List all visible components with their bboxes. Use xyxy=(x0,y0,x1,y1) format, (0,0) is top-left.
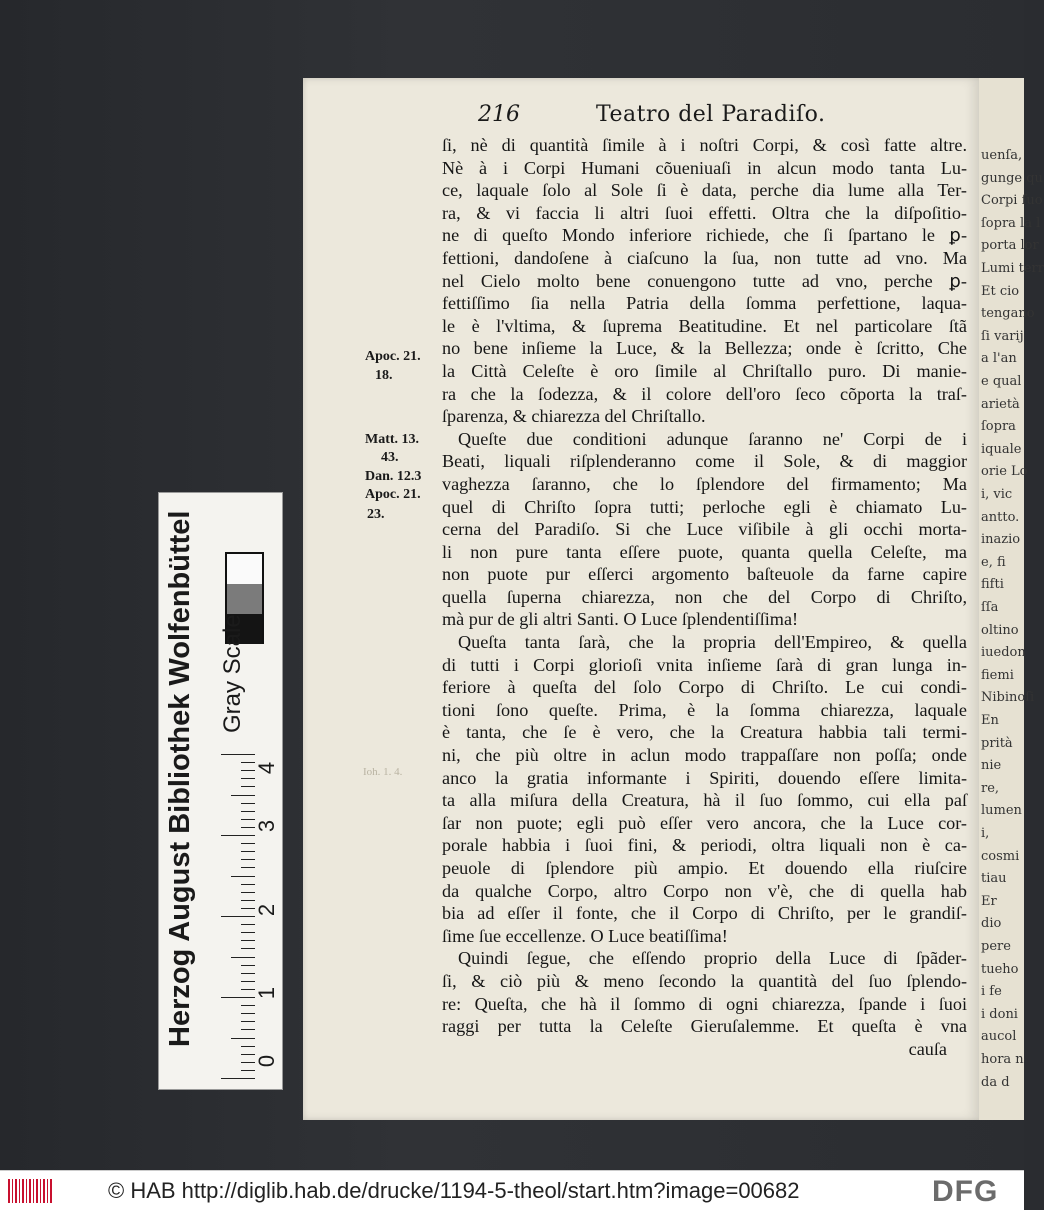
next-page-fragment: fiemi xyxy=(981,667,1014,683)
hab-barcode-icon xyxy=(8,1179,52,1203)
text-line: ſi, nè di quantità ſimile à i noſtri Corpi, & così fatte altre. xyxy=(442,135,967,155)
text-line: no bene inſieme la Luce, & la Bellezza; onde è ſcritto, Che xyxy=(442,338,967,359)
book-page xyxy=(303,78,979,1120)
next-page-fragment: arietà xyxy=(981,396,1020,412)
page-header xyxy=(478,102,948,132)
margin-note: 43. xyxy=(381,450,399,465)
text-line: porale habbia i ſuoi fini, & periodi, oltra liquali non è ca- xyxy=(442,835,967,856)
next-page-fragment: Lumi terr xyxy=(981,261,1044,276)
gray-scale-label-box xyxy=(217,614,247,761)
text-line: re: Queſta, che hà il ſommo di ogni chiarezza, ſpande i ſuoi xyxy=(442,993,967,1014)
text-line: ſar non puote; egli può eſſer vero ancora, che la Luce cor- xyxy=(442,812,967,833)
next-page-fragment: tueho xyxy=(981,961,1019,977)
text-line: fettioni, dandoſene à ciaſcuno la ſua, non tutte ad vno. Ma xyxy=(442,247,967,268)
text-line: tioni ſono queſte. Prima, è la ſomma chiarezza, laquale xyxy=(442,699,967,720)
next-page-fragment: i doni xyxy=(981,1006,1018,1022)
next-page-fragment: pere xyxy=(981,939,1011,954)
text-line: ra, & vi faccia li altri ſuoi effetti. Oltra che la diſpoſitio- xyxy=(442,202,967,223)
next-page-fragment: re, xyxy=(981,780,1000,796)
next-page-fragment: fifti xyxy=(981,577,1004,593)
copyright-url[interactable]: © HAB http://diglib.hab.de/drucke/1194-5-theol/start.htm?image=00682 xyxy=(108,1178,800,1203)
next-page-fragment: ſſa xyxy=(981,600,999,615)
text-line: cerna del Paradiſo. Si che Luce viſibile à gli occhi morta- xyxy=(442,519,967,540)
text-line: mà pur de gli altri Santi. O Luce ſplendentiſſima! xyxy=(442,609,799,630)
ruler-number: 0 xyxy=(254,1054,279,1068)
margin-note: 18. xyxy=(375,368,393,383)
next-page-fragment: Nibinoſi xyxy=(981,690,1035,706)
next-page-fragment: a l'an xyxy=(981,351,1017,367)
footer-bar xyxy=(0,1170,1024,1210)
next-page-fragment: e, fi xyxy=(981,554,1006,570)
next-page-fragment: Corpi ſuo xyxy=(981,193,1043,209)
text-line: quel di Chriſto ſopra tutti; perloche egli è chiamato Lu- xyxy=(442,496,967,517)
text-line: li non pure tanta eſſere puote, quanta quella Celeſte, ma xyxy=(442,541,967,562)
next-page-fragment: prità xyxy=(981,735,1013,751)
text-line: ſi, & ciò più & meno ſecondo la quantità del ſuo ſplendo- xyxy=(442,970,967,991)
text-line: peuole di ſplendore più ampio. Et douendo ella riuſcire xyxy=(442,858,967,878)
margin-note: 23. xyxy=(367,507,385,522)
next-page-fragment: gunge qu xyxy=(981,170,1043,186)
ruler-ticks xyxy=(215,754,255,1086)
text-line: Quindi ſegue, che eſſendo proprio della Luce di ſpãder- xyxy=(458,948,967,969)
text-line: non puote pur eſſerci argomento baſteuole da farne capire xyxy=(442,564,967,585)
text-line: raggi per tutta la Celeſte Gieruſalemme. Et queſta è vna xyxy=(442,1016,967,1037)
ruler-tick xyxy=(221,997,255,998)
next-page-edge xyxy=(975,78,1044,1120)
next-page-fragment: En xyxy=(981,713,999,728)
text-line: feriore à queſta del ſolo Corpo di Chriſto. Le cui condi- xyxy=(442,677,967,698)
ruler-tick xyxy=(221,835,255,836)
ruler-tick xyxy=(221,1078,255,1079)
text-line: ra che la ſodezza, & il colore dell'oro ſeco cõporta la traſ- xyxy=(442,383,967,404)
ruler-tick xyxy=(231,957,255,958)
text-line: quella ſuperna chiarezza, non che del Corpo di Chriſto, xyxy=(442,586,967,607)
gray-scale-label: Gray Scale xyxy=(219,614,246,733)
next-page-fragment: lumen xyxy=(981,803,1022,819)
page-number: 216 xyxy=(478,102,520,127)
next-page-fragment: nie xyxy=(981,758,1002,774)
text-line: Beati, liquali riſplenderanno come il Sole, & di maggior xyxy=(442,451,967,472)
text-line: fettiſſimo ſia nella Patria della ſomma perfettione, laqua- xyxy=(442,293,967,314)
text-line: nel Cielo molto bene conuengono tutte ad vno, perche ꝑ- xyxy=(442,270,967,291)
text-line: le è l'vltima, & ſuprema Beatitudine. Et nel particolare ſtã xyxy=(442,315,967,336)
ruler-tick xyxy=(231,1038,255,1039)
next-page-fragment: iquale xyxy=(981,441,1022,457)
next-page-fragment: Et cio xyxy=(981,283,1020,299)
ruler-tick xyxy=(221,916,255,917)
ruler-tick xyxy=(231,876,255,877)
institution-label: Herzog August Bibliothek Wolfenbüttel xyxy=(164,510,196,1047)
next-page-fragment: cosmi xyxy=(981,848,1020,864)
margin-note: Apoc. 21. xyxy=(365,487,421,502)
text-line: ſime ſue eccellenze. O Luce beatiſſima! xyxy=(442,925,728,946)
text-line: da qualche Corpo, altro Corpo non v'è, che di quella hab xyxy=(442,880,967,901)
text-line: Queſte due conditioni adunque ſaranno ne' Corpi de i xyxy=(458,428,967,449)
next-page-fragment: tiau xyxy=(981,871,1007,887)
next-page-fragment: hora n xyxy=(981,1052,1024,1067)
institution-label-box xyxy=(162,505,202,1080)
show-through-note: Ioh. 1. 4. xyxy=(363,766,403,778)
next-page-fragment: ſopra xyxy=(981,419,1016,435)
body-text xyxy=(442,134,967,1060)
next-page-fragment: dio xyxy=(981,916,1002,932)
text-line: la Città Celeſte è oro ſimile al Chriſtallo puro. Di manie- xyxy=(442,360,967,381)
ruler-number: 1 xyxy=(254,986,279,1000)
next-page-fragment: iuedon xyxy=(981,645,1026,661)
running-title: Teatro del Paradiſo. xyxy=(596,102,826,127)
ruler-number: 3 xyxy=(254,819,279,833)
next-page-fragment: inazio xyxy=(981,532,1021,548)
text-line: vaghezza ſaranno, che lo ſplendore del firmamento; Ma xyxy=(442,473,967,494)
next-page-fragment: i, vic xyxy=(981,487,1013,502)
ruler-tick xyxy=(221,754,255,755)
text-line: bia ad eſſer il fonte, che il Corpo di Chriſto, per le grandiſ- xyxy=(442,903,967,924)
text-line: è tanta, che ſe è vero, che la Creatura habbia tali termi- xyxy=(442,722,967,743)
next-page-fragment: aucol xyxy=(981,1029,1017,1045)
margin-note: Matt. 13. xyxy=(365,432,420,447)
text-line: Nè à i Corpi Humani cõueniuaſi in alcun modo tanta Lu- xyxy=(442,157,967,178)
text-line: di tutti i Corpi glorioſi vnita inſieme ſarà di gran lunga in- xyxy=(442,654,967,675)
next-page-fragment: i fe xyxy=(981,984,1002,1000)
next-page-fragment: antto. xyxy=(981,509,1020,525)
next-page-fragment: e qual xyxy=(981,374,1022,389)
next-page-fragment: da d xyxy=(981,1074,1010,1090)
text-line: ne di queſto Mondo inferiore richiede, che ſi ſpartano le ꝑ- xyxy=(442,225,967,246)
color-calibration-strip xyxy=(158,492,283,1090)
next-page-fragment: Er xyxy=(981,893,997,909)
next-page-fragment: orie Lo xyxy=(981,464,1028,480)
dfg-logo: DFG xyxy=(932,1175,999,1208)
margin-note: Dan. 12.3 xyxy=(365,469,422,484)
next-page-fragment: oltino xyxy=(981,622,1019,638)
margin-note: Apoc. 21. xyxy=(365,349,421,364)
next-page-fragment: i, xyxy=(981,826,990,841)
next-page-fragment: tengano xyxy=(981,306,1035,322)
text-line: ta alla miſura della Creatura, hà il ſuo ſommo, cui ella paſ xyxy=(442,790,967,811)
ruler-number: 4 xyxy=(254,761,279,775)
next-page-fragment: porta lor xyxy=(981,238,1039,254)
text-line: ſparenza, & chiarezza del Chriſtallo. xyxy=(442,406,706,427)
ruler-numbers xyxy=(253,493,281,1091)
text-line: Queſta tanta ſarà, che la propria dell'Empireo, & quella xyxy=(458,632,967,653)
text-line: ni, che più oltre in aclun modo trappaſſare non poſſa; onde xyxy=(442,745,967,766)
ruler-tick xyxy=(231,795,255,796)
ruler-number: 2 xyxy=(254,903,279,917)
next-page-fragment: ſopra la l xyxy=(981,215,1041,231)
next-page-fragment: ſi varij xyxy=(981,328,1024,344)
text-line: anco la gratia informante i Spiriti, douendo eſſere limita- xyxy=(442,767,967,788)
text-line: cauſa xyxy=(908,1038,947,1059)
next-page-fragment: uenſa, xyxy=(981,148,1023,163)
text-line: ce, laquale ſolo al Sole ſi è data, perche dia lume alla Ter- xyxy=(442,180,967,201)
